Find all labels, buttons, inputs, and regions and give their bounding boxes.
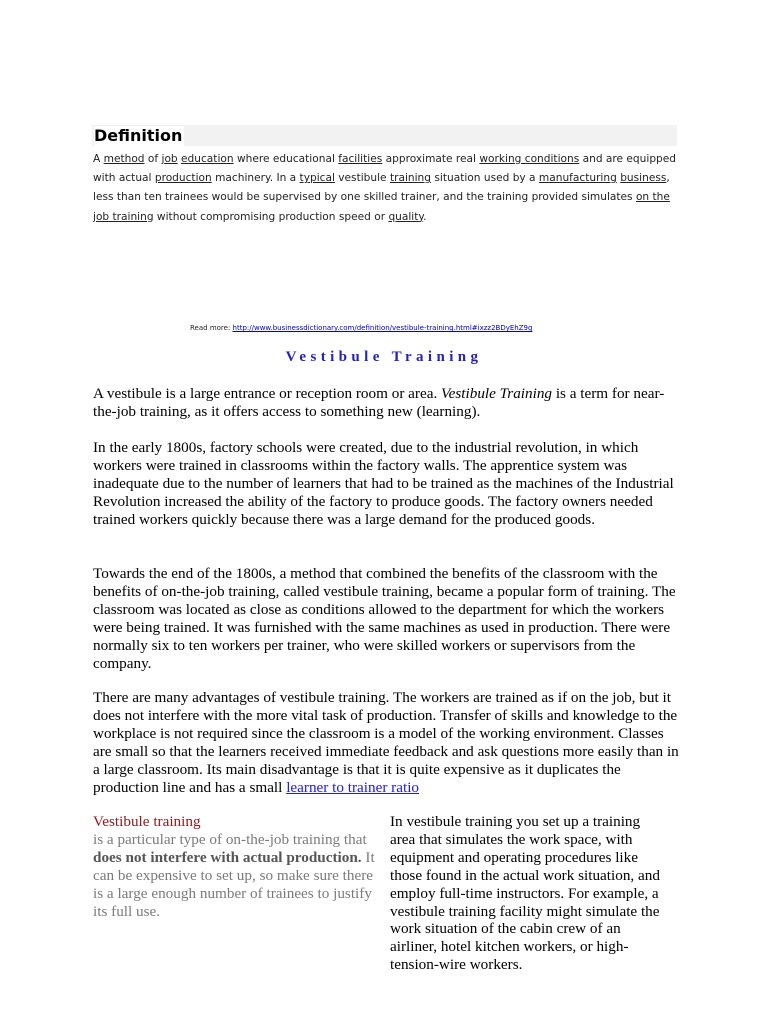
definition-term-link[interactable]: method <box>103 153 145 165</box>
definition-term-link[interactable]: education <box>181 153 234 165</box>
paragraph-1-text-b: is a term for near-the-job training, as it offers access to something new (learning). <box>93 385 665 420</box>
read-more-link[interactable]: http://www.businessdictionary.com/definition/vestibule-training.html#ixzz2BDyEhZ9g <box>232 324 533 332</box>
definition-term-link[interactable]: typical <box>299 172 335 185</box>
definition-text-segment: situation used by a <box>431 172 539 185</box>
definition-term-link[interactable]: facilities <box>338 153 383 165</box>
definition-term-link[interactable]: quality <box>388 210 424 223</box>
article-title: Vestibule Training <box>285 349 483 365</box>
definition-text-segment: approximate real <box>382 153 480 165</box>
paragraph-4 <box>93 689 683 796</box>
learner-trainer-ratio-link[interactable]: learner to trainer ratio <box>286 778 420 796</box>
definition-term-link[interactable]: production <box>154 172 212 185</box>
definition-text <box>93 150 683 227</box>
definition-text-segment: vestibule <box>334 172 390 185</box>
definition-term-link[interactable]: job <box>161 153 178 165</box>
definition-term-link[interactable]: manufacturing <box>538 172 617 185</box>
definition-text-segment: A <box>93 153 104 165</box>
definition-text-segment: without compromising production speed or <box>153 210 389 223</box>
paragraph-4-text: There are many advantages of vestibule training. The workers are trained as if on the job, but it does not interfere with the more vital task of production. Transfer of skills and knowledge to the workplace is not required since the classroom is a model of the working environment. Classes are small so that the learners received immediate feedback and ask questions more easily than in a large classroom. Its main disadvantage is that it is quite expensive as it duplicates the production line and has a small <box>93 689 679 796</box>
left-column-text-a: is a particular type of on-the-job training that <box>93 830 367 848</box>
left-column-text-b: It can be expensive to set up, so make sure there is a large enough number of trainees to justify its full use. <box>93 848 375 920</box>
paragraph-2: In the early 1800s, factory schools were created, due to the industrial revolution, in which workers were trained in classrooms within the factory walls. The apprentice system was inadequate due to the number of learners that had to be trained as the machines of the Industrial Revolution increased the ability of the factory to produce goods. The factory owners needed trained workers quickly because there was a large demand for the produced goods. <box>93 439 674 528</box>
left-column <box>93 813 378 920</box>
paragraph-1-italic: Vestibule Training <box>441 385 553 402</box>
definition-text-segment: . <box>423 210 427 223</box>
paragraph-1-text-a: A vestibule is a large entrance or reception room or area. <box>93 385 442 402</box>
read-more <box>190 324 532 332</box>
definition-text-segment: of <box>144 153 162 165</box>
definition-term-link[interactable]: training <box>389 172 431 185</box>
definition-term-link[interactable]: working conditions <box>479 153 580 165</box>
definition-term-link[interactable]: on the job training <box>93 191 670 223</box>
definition-text-segment: where educational <box>233 153 339 165</box>
definition-text-segment: and are equipped with actual <box>93 153 677 185</box>
paragraph-1 <box>93 385 683 421</box>
definition-term-link[interactable]: business <box>620 172 667 185</box>
paragraph-3: Towards the end of the 1800s, a method that combined the benefits of the classroom with the benefits of on-the-job training, called vestibule training, became a popular form of training. The classroom was located as close as conditions allowed to the department for which the workers were being trained. It was furnished with the same machines as used in production. There were normally six to ten workers per trainer, who were skilled workers or supervisors from the company. <box>93 565 676 672</box>
definition-heading: Definition <box>94 126 183 145</box>
left-column-bold: does not interfere with actual production. <box>93 848 362 866</box>
definition-text-segment: , less than ten trainees would be supervised by one skilled trainer, and the training provided simulates <box>93 172 670 204</box>
definition-text-segment: machinery. In a <box>211 172 300 185</box>
right-column: In vestibule training you set up a training area that simulates the work space, with equipment and operating procedures like those found in the actual work situation, and employ full-time instructors. For example, a vestibule training facility might simulate the work situation of the cabin crew of an airliner, hotel kitchen workers, or high-tension-wire workers. <box>390 813 660 974</box>
left-column-heading: Vestibule training <box>93 813 201 830</box>
read-more-label: Read more: <box>190 324 233 332</box>
